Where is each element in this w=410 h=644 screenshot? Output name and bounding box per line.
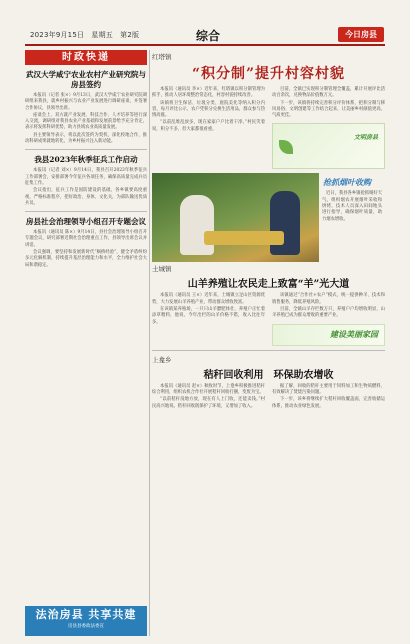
- article-points-system: [152, 52, 385, 169]
- article-conscription: [25, 155, 147, 207]
- article-paragraph: 目前，全镇山羊存栏数万只，养殖户户均增收明显，山羊养殖已成为群众增收的重要产业。: [272, 307, 385, 319]
- article-paragraph: 座谈会上，双方就产业发展、科技合作、人才培养等进行深入交流，调研组对我县农业产业基础和发展前景给予充分肯定，表示将发挥科研优势，助力县域农业高质量发展。: [25, 112, 147, 131]
- issue-date: 2023年9月15日 星期五 第2版: [30, 31, 140, 39]
- article-headline[interactable]: 房县社会治理领导小组召开专题会议: [26, 217, 146, 227]
- article-paragraph: 会议指出，征兵工作是国防建设的基础，各乡镇要高度重视，严格标准程序，把好政治、身体、文化关，为部队输送优质兵员。: [25, 188, 147, 206]
- article-paragraph: 下一步，该乡将继续扩大秸秆回收覆盖面，完善收储运体系，推动农业绿色发展。: [272, 397, 385, 409]
- article-paragraph: 本报讯（记者 张×）9月13日，武汉大学咸宁农业研究院调研组来我县，就乡村振兴与农业产业发展进行调研座谈，并签署合作协议，县领导出席。: [25, 93, 147, 111]
- article-paragraph: 本报讯（通讯员 王×）近年来，土城镇立足山区资源优势，大力发展山羊养殖产业，带动群众增收致富。: [152, 293, 265, 305]
- article-paragraph: 县主要领导表示，将以此次签约为契机，深化校地合作，推动科研成果就地转化，为乡村振兴注入新动能。: [25, 132, 147, 145]
- article-col: [152, 384, 265, 411]
- article-paragraph: 本报讯（记者 刘×）9月14日，我县召开2023年秋季征兵工作部署会，安排部署今年征兵各项任务，确保高质量完成兵员征集工作。: [25, 168, 147, 186]
- article-paragraph: 据了解，回收的秸秆主要用于饲料加工和生物质燃料，有效解决了焚烧污染问题。: [272, 383, 385, 395]
- town-label: 土城镇: [152, 265, 172, 274]
- rule-of-law-banner: [25, 606, 147, 636]
- worker-figure: [270, 191, 300, 255]
- beautiful-home-promo: 建设美丽家园: [272, 324, 385, 346]
- article-headline[interactable]: 秸秆回收利用 环保助农增收: [203, 369, 334, 381]
- photo-caption-title: 抢抓烟叶收购: [323, 178, 371, 188]
- banner-subtitle: 房县县委政法委宣: [68, 624, 104, 629]
- article-paragraph: 本报讯（通讯员 李×）近年来，红塔镇以积分制管理为抓手，推动人居环境整治常态化，村容村貌持续改善。: [152, 87, 265, 99]
- town-label: 上龛乡: [152, 355, 172, 364]
- article-paragraph: 在该镇某养殖场，一只只山羊膘肥体壮，养殖户正忙着添草喂料，他说，今年出栏的山羊价格不错，收入比往年多。: [152, 307, 265, 325]
- article-headline[interactable]: 我县2023年秋季征兵工作启动: [34, 155, 138, 165]
- article-headline[interactable]: 山羊养殖让农民走上致富“羊”光大道: [187, 279, 350, 291]
- article-paragraph: “以前乱堆乱放多，现在家家户户比着干净。”村民笑着说，积分不多，但大家都很看重。: [152, 120, 265, 132]
- article-paragraph: 会议强调，要坚持和发展新时代“枫桥经验”，健全矛盾纠纷多元化解机制，持续提升基层治理能力和水平，全力维护社会大局和谐稳定。: [25, 250, 147, 268]
- town-label: 红塔镇: [152, 53, 172, 61]
- left-column: [25, 50, 147, 636]
- column-divider: [149, 50, 150, 636]
- article-paragraph: 下一步，该镇将持续完善积分评价体系，把积分制与移风易俗、文明创建等工作结合起来，让美丽乡村颜值更高、气质更佳。: [272, 100, 385, 119]
- article-headline[interactable]: 武汉大学咸宁农业农村产业研究院与房县签约: [26, 70, 146, 89]
- article-goat-farming: [152, 264, 385, 345]
- article-social-governance: [25, 217, 147, 269]
- article-paragraph: 本报讯（通讯员 陈×）9月14日，县社会治理领导小组召开专题会议，研究部署近期社会治理重点工作，县领导出席会议并讲话。: [25, 230, 147, 248]
- right-column: [152, 50, 385, 636]
- article-paragraph: “以前秸秆没地方放，现在有人上门收，还能卖钱。”村民高兴地说。秸秆回收既保护了环境，又增加了收入。: [152, 397, 265, 409]
- article-col: [152, 87, 265, 169]
- leaf-icon: [279, 140, 293, 154]
- article-paragraph: 该镇将卫生保洁、垃圾分类、庭院美化等纳入积分内容，每月评比公示，农户凭积分兑换生活用品，群众参与热情高涨。: [152, 100, 265, 119]
- article-university-cooperation: [25, 70, 147, 145]
- tobacco-tray: [204, 231, 284, 245]
- newspaper-logo: 今日房县: [338, 27, 384, 42]
- section-title: 综合: [196, 29, 221, 43]
- article-paragraph: 目前，全镇已实现积分制管理全覆盖，累计开展评比活动百余次，兑换物品价值数万元。: [272, 87, 385, 99]
- masthead-rule: [25, 44, 385, 46]
- article-headline[interactable]: “积分制”提升村容村貌: [191, 66, 346, 82]
- article-paragraph: 本报讯（通讯员 赵×）秋收时节，上龛乡积极推进秸秆综合利用，组织农机合作社开展秸秆回收打捆，变废为宝。: [152, 383, 265, 395]
- masthead: [0, 0, 410, 44]
- civility-promo: [272, 123, 385, 169]
- promo-text: 文明房县: [353, 134, 378, 142]
- article-straw-recycling: [152, 355, 385, 411]
- article-col: [272, 384, 385, 411]
- article-col: [272, 87, 385, 169]
- tobacco-photo[interactable]: [152, 173, 385, 262]
- divider: [25, 149, 147, 150]
- farmer-figure: [180, 195, 214, 255]
- divider: [25, 211, 147, 212]
- article-col: [152, 293, 265, 345]
- photo-caption-panel: [319, 173, 385, 262]
- photo-caption-text: 近日，我县各乡镇抢抓晴好天气，组织烟农开展烟叶采收和烘烤，技术人员深入田间地头进行指导，确保烟叶质量，助力烟农增收。: [322, 191, 382, 222]
- article-col: [272, 293, 385, 345]
- article-paragraph: 该镇通过“合作社+农户”模式，统一提供种羊、技术和销售服务，降低养殖风险。: [272, 293, 385, 305]
- banner-title: 法治房县 共享共建: [35, 608, 137, 621]
- divider: [152, 350, 385, 351]
- politics-banner: 时政快递: [25, 50, 147, 65]
